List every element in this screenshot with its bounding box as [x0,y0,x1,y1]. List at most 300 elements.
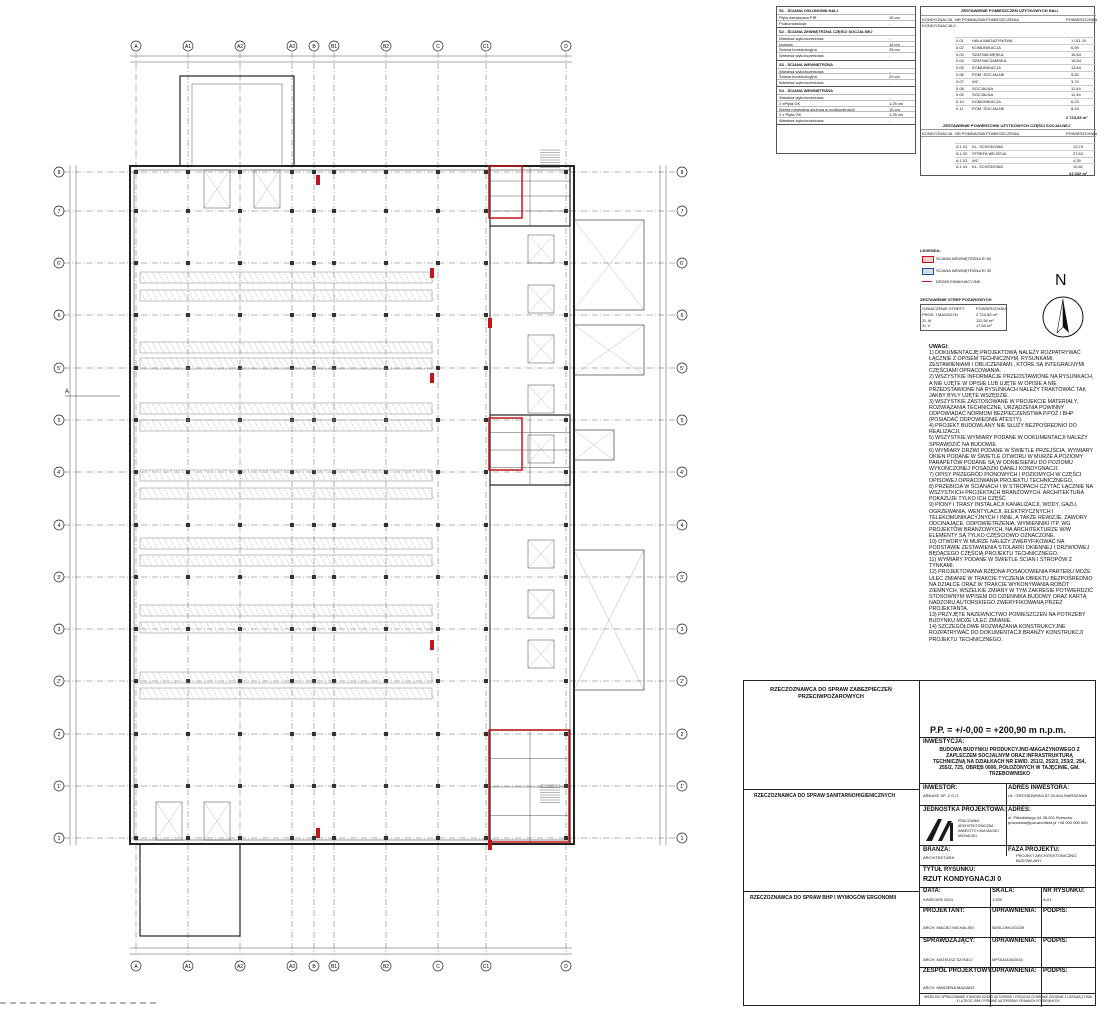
rack-bay [428,420,434,431]
rack-bay [398,672,404,683]
rack-bay [374,488,380,499]
rack-bay [218,290,224,301]
rack-bay [374,688,380,699]
rack-bay [206,538,212,549]
structural-column [436,732,440,736]
structural-column [332,679,336,683]
structural-column [186,261,190,265]
structural-column [384,313,388,317]
rack-bay [194,342,200,353]
rack-bay [422,538,428,549]
room-area: 10,81 [1073,164,1084,170]
rack-bay [374,358,380,369]
rack-bay [272,358,278,369]
rack-bay [278,488,284,499]
rack-bay [218,672,224,683]
rack-bay [278,342,284,353]
rack-bay [416,488,422,499]
rack-bay [242,470,248,481]
rack-bay [200,290,206,301]
structural-column [436,313,440,317]
rack-bay [374,672,380,683]
rack-bay [230,403,236,414]
rack-bay [416,272,422,283]
rack-bay [338,358,344,369]
rack-bay [176,688,182,699]
rack-bay [248,538,254,549]
rack-bay [146,358,152,369]
rack-bay [326,470,332,481]
rack-bay [410,470,416,481]
pai-logo-icon [924,817,956,843]
rack-bay [194,403,200,414]
investor-addr-label: ADRES INWESTORA: [1008,785,1070,791]
grid-axis-label: C [436,964,440,970]
rack-bay [278,358,284,369]
rack-bay [362,538,368,549]
date-label: DATA: [923,888,941,894]
rack-bay [212,420,218,431]
room-area: 27,63 [1073,150,1084,156]
rack-bay [188,555,194,566]
rack-bay [224,622,230,633]
rack-bay [170,470,176,481]
wall-layer-thickness: 10 cm [889,106,900,112]
room-number: 0.01 [956,38,964,43]
rack-bay [266,403,272,414]
grid-axis-label: 3 [680,627,684,633]
structural-column [134,523,138,527]
note-item: 11) WYMIARY PODANE W ŚWIETLE ŚCIAN I STROPÓW Z TYNKAMI. [929,557,1073,570]
rack-bay [398,290,404,301]
rack-bay [314,488,320,499]
hall-outline [130,166,574,844]
rack-bay [200,272,206,283]
rack-bay [182,672,188,683]
rack-bay [212,290,218,301]
rack-bay [278,555,284,566]
structural-column [134,470,138,474]
rack-bay [194,605,200,616]
grid-axis-label: 1 [680,836,684,842]
branch: ARCHITEKTURA [923,855,955,860]
rack-bay [278,672,284,683]
rack-bay [230,538,236,549]
legend-title: LEGENDA: [920,248,941,253]
rack-bay [242,290,248,301]
rack-bay [236,342,242,353]
rack-bay [290,403,296,414]
room-number: 0.09 [956,92,964,98]
rack-bay [338,688,344,699]
rack-bay [302,622,308,633]
designer: ARCH. MACIEJ MICHALSKI [923,925,974,930]
grid-axis-label: 8 [57,170,61,176]
rack-bay [356,403,362,414]
rack-bay [206,342,212,353]
rack-bay [308,538,314,549]
rack-bay [188,290,194,301]
structural-column [484,784,488,788]
structural-column [332,366,336,370]
rack-bay [176,555,182,566]
rack-bay [332,605,338,616]
rack-bay [158,342,164,353]
structural-column [484,366,488,370]
rack-bay [344,488,350,499]
room-area: 3,74 [1071,78,1079,84]
rack-bay [320,555,326,566]
rack-bay [302,555,308,566]
rack-bay [200,605,206,616]
rack-bay [152,358,158,369]
room-area: 11,44 [1071,85,1081,91]
note-item: 9) PIONY I TRASY INSTALACJI KANALIZACJI, WODY, GAZU, OGRZEWANIA, WENTYLACJI, ELEKTRYCZNYCH I TELEKOMUNIKACYJNYCH I INNE, A TAKŻE REWIZJE, ZAWORY ODCINAJĄCE, ODPOWIETRZENIA, WYMIENNIKI ITP. WG PROJEKTÓW BRANŻOWYCH, NA ARCHITEKTURZE W/W ELEMENTY SĄ TYLKO CZĘŚCIOWO OZNACZONE. [929,502,1088,539]
room-area: 4,39 [1073,157,1081,163]
rack-bay [344,358,350,369]
rack-bay [320,290,326,301]
rack-bay [326,622,332,633]
rack-bay [266,688,272,699]
rack-bay [362,688,368,699]
rack-bay [362,488,368,499]
rack-bay [200,622,206,633]
structural-column [564,418,568,422]
grid-axis-label: B [312,964,316,970]
rack-bay [200,538,206,549]
rack-bay [242,538,248,549]
grid-axis-label: 5' [57,366,61,372]
rack-bay [410,622,416,633]
fire-zones-title: ZESTAWIENIE STREF POŻAROWYCH [920,297,992,302]
room-name: WC [972,78,979,84]
structural-column [290,313,294,317]
rack-bay [212,403,218,414]
structural-column [484,313,488,317]
room-area: 13,64 [1071,65,1082,71]
rooms-total-2: 41 032 m² [1069,171,1088,176]
structural-column [134,170,138,174]
rack-bay [314,420,320,431]
team: ARCH. MARZENA MAZIARZ [923,985,975,990]
rack-bay [350,403,356,414]
rack-bay [344,555,350,566]
rack-bay [416,622,422,633]
structural-column [564,470,568,474]
fire-col-header: OZNACZENIE STREFY [922,306,965,311]
room-area: 11,44 [1071,92,1081,98]
rack-bay [242,488,248,499]
designer-perm: 58/SLOKK/2022/9 [992,925,1025,930]
rack-bay [368,272,374,283]
legend [920,248,1000,292]
grid-axis-label: 1' [680,784,684,790]
rack-bay [410,688,416,699]
rack-bay [416,538,422,549]
rack-bay [152,420,158,431]
rack-bay [182,688,188,699]
rack-bay [398,605,404,616]
rack-bay [350,470,356,481]
rack-bay [314,555,320,566]
structural-column [238,523,242,527]
rack-bay [320,403,326,414]
structural-column [312,170,316,174]
rack-bay [296,470,302,481]
rack-bay [422,342,428,353]
grid-axis-label: A3 [288,44,296,50]
rack-bay [272,555,278,566]
rack-bay [182,555,188,566]
structural-column [564,170,568,174]
rack-bay [344,290,350,301]
rack-bay [182,358,188,369]
room-name: SOCJALNA [972,92,994,98]
structural-column [238,784,242,788]
rack-bay [200,358,206,369]
note-item: 7) OPISY PRZEGRÓD PIONOWYCH I POZIOMYCH W CZĘŚCI OPISOWEJ OPRACOWANIA PROJEKTU TECHNICZNEGO. [929,471,1082,485]
grid-axis-label: 2 [680,732,684,738]
rack-bay [212,555,218,566]
legend-item: ŚCIANA WEWNĘTRZNA EI 60 [936,256,992,261]
structural-column [484,575,488,579]
structural-column [312,575,316,579]
structural-column [564,732,568,736]
rack-bay [266,342,272,353]
rack-bay [248,403,254,414]
rack-bay [374,420,380,431]
team-perm-label: UPRAWNIENIA: [992,968,1037,974]
rack-bay [338,605,344,616]
rack-bay [278,605,284,616]
rack-bay [170,672,176,683]
legend-ei30-swatch [922,268,934,275]
rack-bay [218,272,224,283]
rack-bay [356,688,362,699]
rack-bay [272,403,278,414]
evacuation-door [430,268,434,278]
rack-bay [236,605,242,616]
structural-column [384,470,388,474]
structural-column [484,627,488,631]
note-item: 6) WYMIARY DRZWI PODANE W ŚWIETLE PRZEJŚCIA, WYMIARY OKIEN PODANE W ŚWIETLE OTWORU W MURZE A POZIOMY PARAPETÓW PODANE SĄ W ODNIESIENIU DO POZIOMU WYKOŃCZONEJ POSADZKI DANEJ KONDYGNACJI. [929,447,1093,472]
rack-bay [290,290,296,301]
rack-bay [362,403,368,414]
rack-bay [194,470,200,481]
rack-bay [320,605,326,616]
rack-bay [392,403,398,414]
rack-bay [338,672,344,683]
rack-bay [374,605,380,616]
rack-bay [278,272,284,283]
rack-bay [314,272,320,283]
rack-bay [194,622,200,633]
rack-bay [356,622,362,633]
legend-door-arrow [922,281,932,282]
rack-bay [248,605,254,616]
structural-column [332,784,336,788]
rack-bay [272,342,278,353]
rack-bay [368,622,374,633]
rack-bay [302,605,308,616]
room-number: A 1.04 [956,164,968,170]
rack-bay [230,488,236,499]
rack-bay [176,470,182,481]
rack-bay [356,272,362,283]
rack-bay [404,403,410,414]
rack-bay [296,290,302,301]
rack-bay [332,272,338,283]
wall-layer-name: Warstwa wykończeniowa [779,117,824,123]
rack-bay [230,672,236,683]
rack-bay [146,622,152,633]
rack-bay [170,403,176,414]
grid-axis-label: 5 [680,418,684,424]
rack-bay [410,672,416,683]
rack-bay [146,420,152,431]
rack-bay [218,403,224,414]
rack-bay [158,470,164,481]
fire-zones-table [920,297,1008,331]
rack-bay [386,538,392,549]
rack-bay [416,290,422,301]
structural-column [312,261,316,265]
rack-bay [224,342,230,353]
structural-column [186,679,190,683]
rack-bay [344,688,350,699]
rack-bay [140,488,146,499]
rack-bay [206,403,212,414]
structural-column [384,679,388,683]
rack-bay [338,538,344,549]
wall-layer-thickness: - [889,68,891,74]
structural-column [436,261,440,265]
rack-bay [308,290,314,301]
hall-inner-outline [134,170,570,840]
rack-bay [248,358,254,369]
rack-bay [410,538,416,549]
rack-bay [284,555,290,566]
rack-bay [374,290,380,301]
rack-bay [380,555,386,566]
rack-bay [338,403,344,414]
rack-bay [302,403,308,414]
scale: 1:200 [992,897,1003,902]
office-addr-label: ADRES: [1008,807,1032,813]
rack-bay [224,538,230,549]
rack-bay [248,420,254,431]
rack-bay [170,605,176,616]
wall-type-title: S1 - ŚCIANA OSŁONOWA HALI [779,8,838,13]
grid-axis-label: C [436,44,440,50]
rack-bay [284,272,290,283]
rack-bay [290,605,296,616]
rack-bay [218,488,224,499]
evacuation-door [488,840,492,850]
rack-bay [284,672,290,683]
rack-bay [194,555,200,566]
rack-bay [368,290,374,301]
rack-bay [182,290,188,301]
rack-bay [242,555,248,566]
room-area: 16,64 [1071,51,1082,57]
rack-bay [212,272,218,283]
rack-bay [140,358,146,369]
rack-bay [176,290,182,301]
rack-bay [296,488,302,499]
rack-bay [224,672,230,683]
structural-column [436,784,440,788]
elevation: P.P. = +/-0,00 = +200,90 m n.p.m. [930,725,1066,735]
rack-bay [380,342,386,353]
room-number: 0.03 [956,51,964,57]
rack-bay [212,470,218,481]
rack-bay [230,555,236,566]
grid-axis-label: B2 [382,964,390,970]
rack-bay [320,688,326,699]
rack-bay [158,403,164,414]
structural-column [290,679,294,683]
rack-bay [350,272,356,283]
wall-layer-name: Warstwa wykończeniowa [779,36,824,42]
structural-column [332,209,336,213]
office-addr: ul. Piłsudskiego 44 35-001 Rzeszów pracownia@pai-architekt.pl +48 000 000 000 [1008,815,1088,825]
structural-column [436,170,440,174]
rack-bay [332,403,338,414]
rack-bay [326,488,332,499]
wall-layer-thickness: - [889,79,891,85]
rack-bay [248,672,254,683]
rack-bay [218,622,224,633]
rack-bay [218,688,224,699]
note-item: 14) SZCZEGÓŁOWE ROZWIĄZANIA KONSTRUKCYJNE ROZPATRYWAĆ DO DOKUMENTACJI BRANŻY KONSTRUKCJI PROJEKTU TECHNICZNEGO. [929,624,1084,643]
structural-column [484,209,488,213]
rack-bay [320,538,326,549]
rack-bay [404,672,410,683]
rack-bay [380,290,386,301]
legend-item: ŚCIANA WEWNĘTRZNA EI 30 [936,268,992,273]
room-number: 0.04 [956,58,964,64]
rack-bay [188,605,194,616]
structural-column [134,679,138,683]
rack-bay [248,555,254,566]
drawing-label: TYTUŁ RYSUNKU: [923,867,976,873]
rack-bay [266,538,272,549]
rack-bay [404,688,410,699]
rack-bay [362,672,368,683]
grid-axis-label: A1 [184,964,192,970]
rack-bay [410,290,416,301]
rack-bay [290,538,296,549]
rack-bay [428,358,434,369]
rack-bay [230,470,236,481]
drawing-number: A-01 [1043,897,1052,902]
rack-bay [206,555,212,566]
rack-bay [350,358,356,369]
rack-bay [374,555,380,566]
fire-zone-name: PROD. I MAGAZYN [922,312,958,317]
rack-bay [212,688,218,699]
rooms-table [920,6,1098,176]
rack-bay [242,272,248,283]
rack-bay [386,342,392,353]
rack-bay [338,342,344,353]
storage-rack [140,605,432,616]
room-area: 6,23 [1071,99,1079,105]
rack-bay [164,555,170,566]
structural-column [332,836,336,840]
rack-bay [194,688,200,699]
